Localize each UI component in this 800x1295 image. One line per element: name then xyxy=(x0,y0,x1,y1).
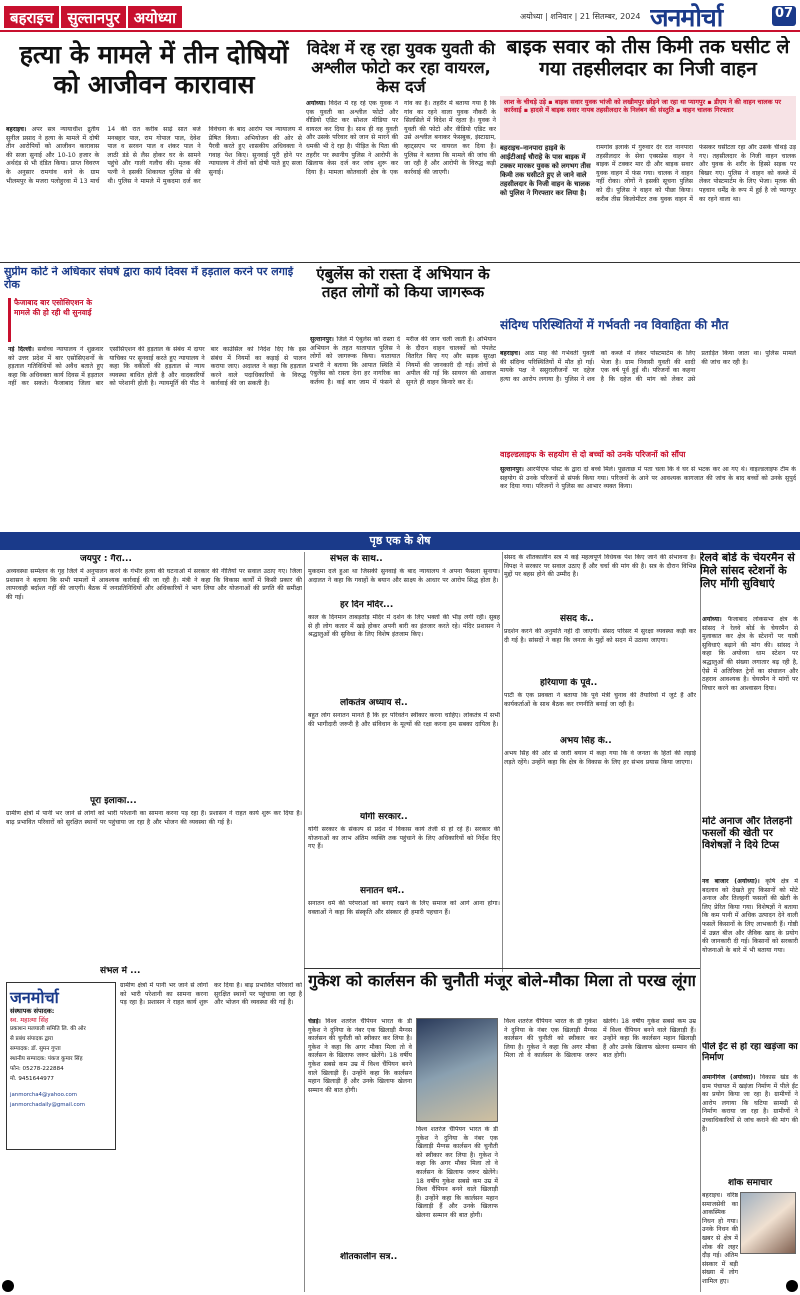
story10-sub2: हरियाणा के पूर्व.. xyxy=(540,678,598,688)
story13-body xyxy=(702,878,798,1038)
story8-sub2: संभल में ... xyxy=(100,966,141,976)
divider-1 xyxy=(0,262,800,263)
story5-headline: एंबुलेंस को रास्ता दें अभियान के तहत लोगों को किया जागरूक xyxy=(316,266,490,301)
story11-headline: गुकेश को कार्लसन की चुनौती मंजूर बोले-मौका मिला तो परख लूंगा xyxy=(308,972,696,990)
story9-sub5: शीतकालीन सत्र.. xyxy=(340,1252,398,1262)
highlight-4: हादसे में बाइक सवार नायब तहसीलदार के निलंबन की संस्तुति xyxy=(530,106,674,115)
obituary-photo xyxy=(740,1192,796,1254)
imprint-line-5: फोन: 05278-222884 xyxy=(10,1066,64,1072)
imprint-box xyxy=(6,982,116,1150)
story3-body: रामगांव इलाके में गुरुवार देर रात नानपारा तहसीलदार के सेवा एक्सप्रेस वाहन ने बाइक में टक्कर मार दी और बाइक सवार युवक वाहन में फंस गया। चालक ने वाहन नहीं रोका। लोगों ने इसकी सूचना पुलिस को दी। पुलिस ने वाहन को पीछा किया। करीब तीस किलोमीटर तक युवक वाहन में फंसकर घसीटता रहा और उसके चीथड़े उड़ गए। तहसीलदार के निजी वाहन चालक और युवक के शरीर के हिस्से सड़क पर बिखर गए। पुलिस ने वाहन को कब्जे में लेकर पोस्टमार्टम के लिए भेजा। मृतक की पहचान धर्मेंद्र के रूप में हुई है जो प्यागपुर का रहने वाला था। xyxy=(596,144,796,203)
story5-text: जिले में एंबुलेंस को रास्ता दें अभियान के तहत यातायात पुलिस ने लोगों को जागरूक किया। यातायात प्रभारी ने बताया कि आपात स्थिति में एंबुलेंस को रास्ता देना हर नागरिक का कर्तव्य है। कई बार जाम में फंसने से मरीज की जान चली जाती है। अभियान के दौरान वाहन चालकों को पंपलेट वितरित किए गए और सड़क सुरक्षा नियमों की जानकारी दी गई। लोगों से अपील की गई कि सायरन की आवाज सुनते ही वाहन किनारे कर दें। xyxy=(310,336,496,386)
story13-dateline: नव बाजार (अयोध्या)। xyxy=(702,878,760,885)
story10-sub-body: प्रदर्शन करने की अनुमति नहीं दी जाएगी। संसद परिसर में सुरक्षा व्यवस्था कड़ी कर दी गई है। सांसदों ने कहा कि जनता के मुद्दों को सदन में उठाया जाएगा। xyxy=(504,628,696,644)
brand-logo: जनमोर्चा xyxy=(650,3,723,30)
story9-sub4: सनातन धर्म.. xyxy=(360,886,405,896)
story12-headline: रेलवे बोर्ड के चेयरमैन से मिले सांसद स्टेशनों के लिए माँगी सुविधाएं xyxy=(700,552,795,590)
obituary-body: बहराइच। वरिष्ठ समाजसेवी का आकस्मिक निधन हो गया। उनके निधन की खबर से क्षेत्र में शोक की लहर दौड़ गई। अंतिम संस्कार में बड़ी संख्या में लोग शामिल हुए। xyxy=(702,1192,738,1284)
imprint-line-6: मो. 9451644977 xyxy=(10,1076,54,1082)
story1-body xyxy=(6,126,302,260)
section-tabs xyxy=(4,6,264,28)
story7-body xyxy=(500,466,796,530)
obituary-headline: शोक समाचार xyxy=(727,1178,773,1188)
story10-sub3-body: अभय सिंह की ओर से जारी बयान में कहा गया कि वे जनता के हितों की लड़ाई लड़ते रहेंगे। उन्होंने कहा कि क्षेत्र के विकास के लिए हर संभव प्रयास किया जाएगा। xyxy=(504,750,696,766)
story14-body xyxy=(702,1074,798,1174)
tab-sultanpur[interactable]: सुल्तानपुर xyxy=(61,6,125,28)
story8-sub2-body: ग्रामीण क्षेत्रों में पानी भर जाने से लोगों को भारी परेशानी का सामना करना पड़ रहा है। प्रशासन ने राहत कार्य शुरू कर दिया है। बाढ़ प्रभावित परिवारों को सुरक्षित स्थानों पर पहुंचाया जा रहा है और भोजन की व्यवस्था की गई है। xyxy=(120,982,302,1007)
col-rule-1 xyxy=(304,552,305,1292)
story10-sub2-body: पार्टी के एक प्रवक्ता ने बताया कि पूर्व मंत्री चुनाव की तैयारियों में जुटे हैं और कार्यकर्ताओं के साथ बैठक कर रणनीति बनाई जा रही है। xyxy=(504,692,696,708)
story13-headline: मोटे अनाज और तिलहनी फसलों की खेती पर विशेषज्ञों ने दिये टिप्स xyxy=(702,816,793,851)
story3-highlights: लाश के चीथड़े उड़े ▪ बाइक सवार युवक भांजी को लखीमपुर छोड़ने जा रहा था प्यागपुर ▪ डीएम ने की वाहन चालक पर कार्रवाई ▪ हादसे में बाइक सवार नायब तहसीलदार के निलंबन की संस्तुति ▪ वाहन चालक गिरफ्तार xyxy=(500,96,796,140)
story1-headline: हत्या के मामले में तीन दोषियों को आजीवन कारावास xyxy=(19,40,289,99)
story8-body: अव्यवस्था सम्मेलन के गृह जिले में अनुपालन करने के गंभीर हत्या की घटनाओं में सरकार की नीतियों पर सवाल उठाए गए। जिला प्रशासन ने बताया कि सभी मामलों में आवश्यक कार्रवाई की जा रही है। मंत्री ने कहा कि विकास कार्यों में किसी प्रकार की लापरवाही बर्दाश्त नहीं की जाएगी। बैठक में जनप्रतिनिधियों और अधिकारियों ने भाग लिया और योजनाओं की प्रगति की समीक्षा की गई। xyxy=(6,568,302,601)
story11-body xyxy=(308,1018,412,1254)
story6-body xyxy=(500,350,796,446)
page-number: 07 xyxy=(772,6,796,26)
highlight-1: लाश के चीथड़े उड़े xyxy=(504,98,547,106)
story4-body xyxy=(8,346,306,530)
imprint-tag: संस्थापक संपादक: xyxy=(10,1007,55,1015)
story8-title: जयपुर : गैरा... xyxy=(80,554,132,564)
masthead xyxy=(0,0,800,32)
story9-body: मुकदमा दर्ज हुआ था जिसकी सुनवाई के बाद न्यायालय ने अपना फैसला सुनाया। अदालत ने कहा कि गवाहों के बयान और साक्ष्य के आधार पर आरोप सिद्ध होता है। xyxy=(308,568,500,584)
story2-text: विदेश में रह रहे एक युवक ने एक युवती का अश्लील फोटो और वीडियो एडिट कर सोशल मीडिया पर वायरल कर दिया है। साथ ही वह युवती और उसके परिवार को जान से मारने की धमकी भी दे रहा है। पीड़ित के पिता की तहरीर पर स्थानीय पुलिस ने आरोपी के खिलाफ केस दर्ज कर जांच शुरू कर दिया है। मामला कोतवाली क्षेत्र के एक गांव का है। तहरीर में बताया गया है कि गांव का रहने वाला युवक नौकरी के सिलसिले में विदेश में रहता है। युवक ने युवती की फोटो और वीडियो एडिट कर उसे अश्लील बनाकर फेसबुक, इंस्टाग्राम, व्हाट्सएप पर वायरल कर दिया है। पुलिस ने बताया कि मामले की जांच की जा रही है और आरोपी के विरुद्ध कड़ी कार्रवाई की जाएगी। xyxy=(306,100,496,176)
story9-sub: हर दिन मंदिर... xyxy=(340,600,394,610)
imprint-founder: स्व. महात्मा सिंह xyxy=(10,1016,49,1024)
imprint-email-1[interactable]: janmorcha4@yahoo.com xyxy=(10,1092,78,1098)
story11-body-cont: विश्व शतरंज चैंपियन भारत के डी गुकेश ने दुनिया के नंबर एक खिलाड़ी मैग्नस कार्लसन की चुनौती को स्वीकार कर लिया है। गुकेश ने कहा कि अगर मौका मिला तो वे कार्लसन के खिलाफ जरूर खेलेंगे। 18 वर्षीय गुकेश सबसे कम उम्र में विश्व चैंपियन बनने वाले खिलाड़ी हैं। उन्होंने कहा कि कार्लसन महान खिलाड़ी हैं और उनके खिलाफ खेलना सम्मान की बात होगी। xyxy=(416,1126,498,1219)
masthead-dateline: अयोध्या | शनिवार | 21 सितम्बर, 2024 xyxy=(520,12,641,21)
story10-sub3: अभय सिंह के.. xyxy=(560,736,612,746)
story14-text: विकास खंड के ग्राम पंचायत में खड़ंजा निर्माण में पीले ईंट का प्रयोग किया जा रहा है। ग्रामीणों ने आरोप लगाया कि घटिया सामग्री से निर्माण कराया जा रहा है। ग्रामीणों ने उच्चाधिकारियों से जांच कराने की मांग की है। xyxy=(702,1074,798,1133)
tab-ayodhya[interactable]: अयोध्या xyxy=(128,6,182,28)
story2-headline: विदेश में रह रहा युवक युवती की अश्लील फोटो कर रहा वायरल, केस दर्ज xyxy=(307,40,495,96)
col-rule-3 xyxy=(700,552,701,1292)
imprint-line-4: स्थानीय सम्पादक: पंकज कुमार सिंह xyxy=(10,1056,83,1062)
story10-body: संसद के शीतकालीन सत्र में कई महत्वपूर्ण विधेयक पेश किए जाने की संभावना है। विपक्ष ने सरकार पर सवाल उठाए हैं और चर्चा की मांग की है। सत्र के दौरान विभिन्न मुद्दों पर बहस होने की उम्मीद है। xyxy=(504,554,696,579)
story9-sub3-body: योगी सरकार के संकल्प से प्रदेश में विकास कार्य तेजी से हो रहे हैं। सरकार की योजनाओं का लाभ अंतिम व्यक्ति तक पहुंचाने के लिए अधिकारियों को निर्देश दिए गए हैं। xyxy=(308,826,500,851)
story6-dateline: बहराइच। xyxy=(500,350,521,357)
story4-text: सर्वोच्च न्यायालय ने शुक्रवार को उत्तर प्रदेश में बार एसोसिएशनों के हड़ताल गतिविधियों को अवैध बताते हुए कहा कि अधिवक्ता कार्य दिवस में हड़ताल नहीं कर सकते। फैजाबाद जिला बार एसोसिएशन की हड़ताल के संबंध में दायर याचिका पर सुनवाई करते हुए न्यायालय ने कहा कि वकीलों की हड़ताल से न्याय व्यवस्था बाधित होती है और वादकारियों को परेशानी होती है। न्यायमूर्ति की पीठ ने बार काउंसिल को निर्देश दिए कि इस संबंध में नियमों का कड़ाई से पालन कराया जाए। अदालत ने कहा कि हड़ताल करने वाले पदाधिकारियों के विरुद्ध कार्रवाई की जा सकती है। xyxy=(8,346,306,388)
story4-deck: फैजाबाद बार एसोसिएशन के मामले की हो रही थी सुनवाई xyxy=(8,298,106,342)
story2-body xyxy=(306,100,496,258)
imprint-email-2[interactable]: janmorchadaily@gmail.com xyxy=(10,1102,86,1108)
highlight-2: बाइक सवार युवक भांजी को लखीमपुर छोड़ने जा रहा था प्यागपुर xyxy=(554,98,706,106)
story1-dateline: बहराइच। xyxy=(6,126,27,133)
gukesh-photo xyxy=(416,1018,498,1122)
story9-sub2: लोकतंत्र अध्याय से.. xyxy=(340,698,408,708)
story12-dateline: अयोध्या। xyxy=(702,616,722,623)
masthead-date: 21 सितम्बर, 2024 xyxy=(579,12,641,21)
masthead-day: शनिवार xyxy=(550,12,573,21)
story11-dateline: चेन्नई। xyxy=(308,1018,321,1025)
story9-sub2-body: बहुत लोग सनातन मानते हैं कि हर परिवर्तन स्वीकार करना चाहिए। लोकतंत्र में सभी की भागीदारी जरूरी है और संविधान के मूल्यों की रक्षा करना हम सबका दायित्व है। xyxy=(308,712,500,728)
story3-lede: बहराइच–नानपारा हाइवे के आईटीआई चौराहे के पास बाइक में टक्कर मारकर युवक को लगभग तीस किमी तक घसीटते हुए ले जाने वाले तहसीलदार के निजी वाहन के चालक को पुलिस ने गिरफ्तार कर लिया है। xyxy=(500,144,591,197)
story12-body xyxy=(702,616,798,812)
registration-mark-left xyxy=(2,1280,14,1292)
story8-sub: पूरा इलाका... xyxy=(90,796,137,806)
story6-text: आठ माह की गर्भवती युवती की संदिग्ध परिस्थितियों में मौत हो गई। मायके पक्ष ने ससुरालीजनों पर दहेज हत्या का आरोप लगाया है। पुलिस ने शव को कब्जे में लेकर पोस्टमार्टम के लिए भेजा है। ग्राम निवासी युवती की शादी एक वर्ष पूर्व हुई थी। परिजनों का कहना है कि दहेज की मांग को लेकर उसे प्रताड़ित किया जाता था। पुलिस मामले की जांच कर रही है। xyxy=(500,350,796,383)
story6-headline: संदिग्ध परिस्थितियों में गर्भवती नव विवाहिता की मौत xyxy=(500,318,729,332)
story7-headline: वाइल्डलाइफ के सहयोग से दो बच्चों को उनके परिजनों को सौंपा xyxy=(500,450,686,459)
imprint-line-1: प्रकाशन मलयाली समिति लि. की ओर xyxy=(10,1026,86,1032)
imprint-line-2: से प्रबंध संपादक द्वारा xyxy=(10,1036,54,1042)
col-rule-2 xyxy=(502,552,503,972)
story11-body-col3: विश्व शतरंज चैंपियन भारत के डी गुकेश ने दुनिया के नंबर एक खिलाड़ी मैग्नस कार्लसन की चुनौती को स्वीकार कर लिया है। गुकेश ने कहा कि अगर मौका मिला तो वे कार्लसन के खिलाफ जरूर खेलेंगे। 18 वर्षीय गुकेश सबसे कम उम्र में विश्व चैंपियन बनने वाले खिलाड़ी हैं। उन्होंने कहा कि कार्लसन महान खिलाड़ी हैं और उनके खिलाफ खेलना सम्मान की बात होगी। xyxy=(504,1018,696,1060)
story11-text: विश्व शतरंज चैंपियन भारत के डी गुकेश ने दुनिया के नंबर एक खिलाड़ी मैग्नस कार्लसन की चुनौती को स्वीकार कर लिया है। गुकेश ने कहा कि अगर मौका मिला तो वे कार्लसन के खिलाफ जरूर खेलेंगे। 18 वर्षीय गुकेश सबसे कम उम्र में विश्व चैंपियन बनने वाले खिलाड़ी हैं। उन्होंने कहा कि कार्लसन महान खिलाड़ी हैं और उनके खिलाफ खेलना सम्मान की बात होगी। xyxy=(308,1018,412,1094)
story9-sub-body: काल के दिनमान ताबड़तोड़ मंदिर में दर्शन के लिए भक्तों की भीड़ लगी रही। सुबह से ही लोग कतार में खड़े होकर अपनी बारी का इंतजार करते रहे। मंदिर प्रशासन ने श्रद्धालुओं की सुविधा के लिए विशेष इंतजाम किए। xyxy=(308,614,500,639)
story1-text: अपर सत्र न्यायाधीश द्रुतीय सुनील प्रसाद ने हत्या के मामले में दोषी तीन आरोपियों को आजीवन कारावास की सजा सुनाई और 10-10 हजार के अर्थदंड से भी दंडित किया। प्राप्त विवरण के अनुसार रामगांव थाने के ग्राम भीलमपुर के मजरा पलोहुरवा में 13 मार्च 14 की रात करीब साढ़े सात बजे मनबहार पाल, राम गोपाल पाल, देवेश पाल व सरवन पाल व शंकर पाल ने लाठी डंडे से लैस होकर घर के सामने पहुंचे और गाली गलौच की। मृतक की पत्नी ने इसकी शिकायत पुलिस से की थी। पुलिस ने मामले में मुकदमा दर्ज कर विवेचना के बाद आरोप पत्र न्यायालय में प्रेषित किया। अभियोजन की ओर से पैरवी करते हुए शासकीय अधिवक्ता ने गवाह पेश किए। सुनवाई पूरी होने पर न्यायालय ने तीनों को दोषी पाते हुए सजा सुनाई। xyxy=(6,126,302,185)
story7-text: आरपीएफ पोस्ट के द्वारा दो बच्चे मिले। पूछताछ में पता चला कि वे घर से भटक कर आ गए थे। वाइल्डलाइफ टीम के सहयोग से उनके परिजनों से संपर्क किया गया। परिजनों के आने पर आवश्यक कागजात की जांच के बाद बच्चों को उनके सुपुर्द कर दिया गया। परिजनों ने पुलिस का आभार व्यक्त किया। xyxy=(500,466,796,491)
masthead-city: अयोध्या xyxy=(520,12,543,21)
story12-text: फैजाबाद लोकसभा क्षेत्र के सांसद ने रेलवे बोर्ड के चेयरमैन से मुलाकात कर क्षेत्र के स्टेशनों पर यात्री सुविधाएं बढ़ाने की मांग की। सांसद ने कहा कि अयोध्या धाम स्टेशन पर श्रद्धालुओं की संख्या लगातार बढ़ रही है, ऐसे में अतिरिक्त ट्रेनों का संचालन और ठहराव आवश्यक है। चेयरमैन ने मांगों पर विचार करने का आश्वासन दिया। xyxy=(702,616,798,692)
story14-headline: पीले ईंट से हो रहा खड़ंजा का निर्माण xyxy=(702,1042,798,1063)
story13-text: कृषि क्षेत्र में बदलाव को देखते हुए किसानों को मोटे अनाज और तिलहनी फसलों की खेती के लिए प्रेरित किया गया। विशेषज्ञों ने बताया कि कम पानी में अधिक उत्पादन देने वाली फसलें किसानों के लिए लाभकारी हैं। गोष्ठी में उन्नत बीज और जैविक खाद के प्रयोग की जानकारी दी गई। किसानों को सरकारी योजनाओं के बारे में भी बताया गया। xyxy=(702,878,798,954)
registration-mark-right xyxy=(786,1280,798,1292)
story9-sub4-body: सनातन धर्म की परंपराओं को बनाए रखने के लिए समाज को आगे आना होगा। वक्ताओं ने कहा कि संस्कृति और संस्कार ही हमारी पहचान हैं। xyxy=(308,900,500,916)
highlight-5: वाहन चालक गिरफ्तार xyxy=(682,106,734,115)
imprint-brand: जनमोर्चा xyxy=(10,988,59,1007)
story9-title: संभल के साथ.. xyxy=(330,554,383,564)
story2-dateline: अयोध्या। xyxy=(306,100,326,107)
story8-sub-body: ग्रामीण क्षेत्रों में पानी भर जाने से लोगों को भारी परेशानी का सामना करना पड़ रहा है। प्रशासन ने राहत कार्य शुरू कर दिया है। बाढ़ प्रभावित परिवारों को सुरक्षित स्थानों पर पहुंचाया जा रहा है और भोजन की व्यवस्था की गई है। xyxy=(6,810,302,826)
story5-body xyxy=(310,336,496,530)
story14-dateline: अमानीगंज (अयोध्या)। xyxy=(702,1074,756,1081)
tab-bahraich[interactable]: बहराइच xyxy=(4,6,59,28)
story4-dateline: नई दिल्ली। xyxy=(8,346,34,353)
story10-sub: संसद के.. xyxy=(560,614,594,624)
story7-dateline: सुल्तानपुर। xyxy=(500,466,524,473)
divider-2 xyxy=(304,968,700,969)
story9-sub3: योगी सरकार.. xyxy=(360,812,408,822)
story3-headline: बाइक सवार को तीस किमी तक घसीट ले गया तहसीलदार का निजी वाहन xyxy=(506,36,790,81)
highlight-3: डीएम ने की वाहन चालक पर कार्रवाई xyxy=(504,98,781,115)
story4-headline: सुप्रीम कोर्ट ने अधिकार संघर्ष द्वारा कार्य दिवस में हड़ताल करने पर लगाई रोक xyxy=(4,266,294,291)
section-band-label: पृष्ठ एक के शेष xyxy=(369,534,431,547)
imprint-line-3: सम्पादक: डॉ. सुमन गुप्ता xyxy=(10,1046,61,1052)
story5-dateline: सुल्तानपुर। xyxy=(310,336,334,343)
